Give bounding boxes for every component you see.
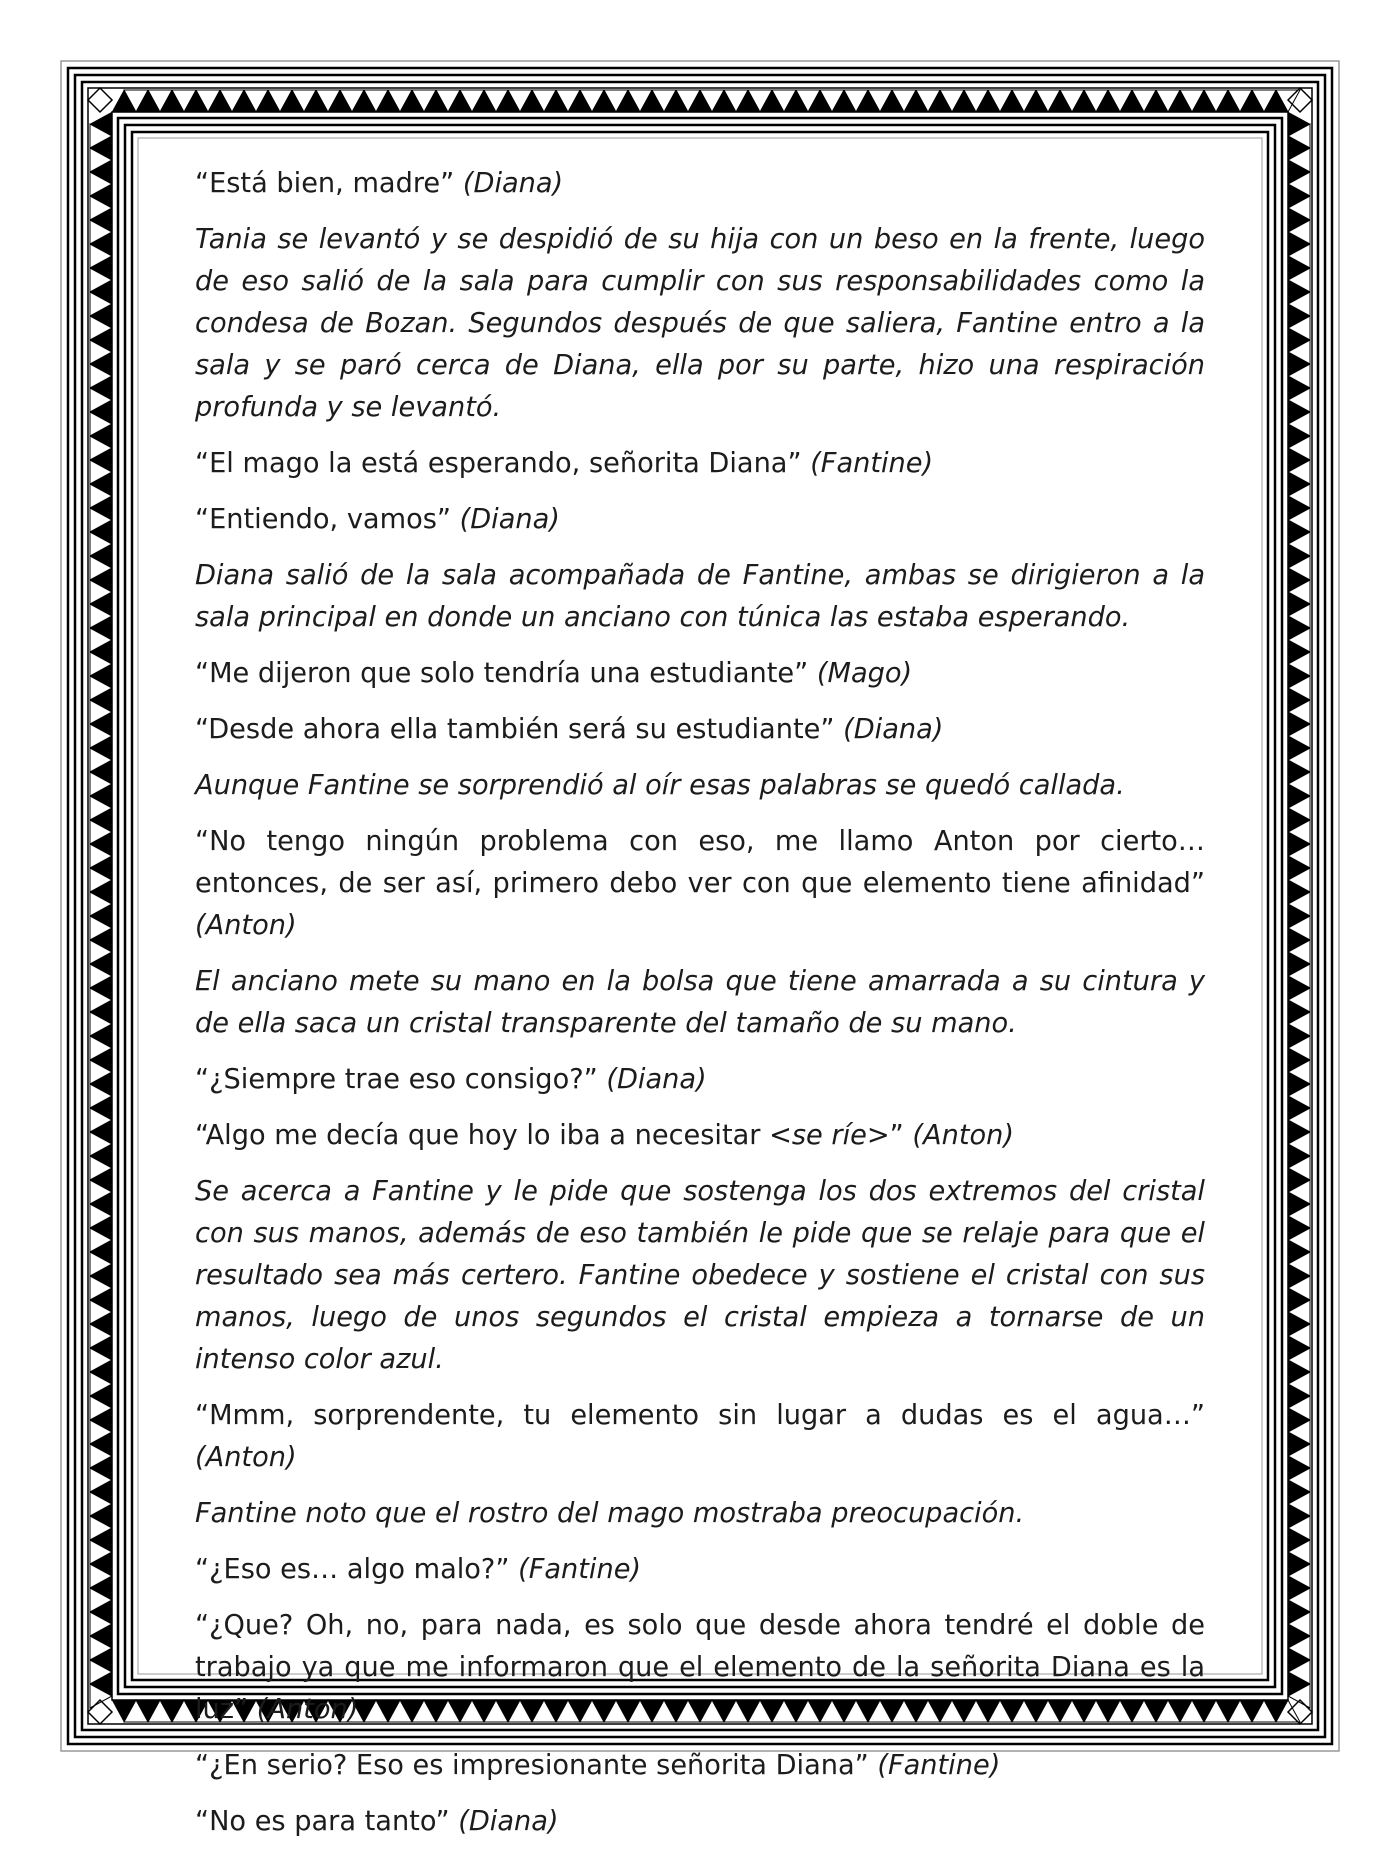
speaker: (Anton) bbox=[195, 1442, 297, 1473]
narration-paragraph: Se acerca a Fantine y le pide que sostenga los dos extremos del cristal con sus manos, además de eso también le pide que se relaje para que el resultado sea más certero. Fantine obedece y sostiene el cristal con sus manos, luego de unos segundos el cristal empieza a tornarse de un intenso color azul. bbox=[195, 1176, 1205, 1375]
quote-start: “Algo me decía que hoy lo iba a necesitar bbox=[195, 1120, 770, 1151]
dialogue-paragraph bbox=[195, 163, 1205, 205]
speaker: (Anton) bbox=[195, 910, 297, 941]
speaker: (Diana) bbox=[606, 1064, 707, 1095]
quote: “Entiendo, vamos” bbox=[195, 504, 451, 535]
speaker: (Diana) bbox=[843, 714, 944, 745]
quote: “Está bien, madre” bbox=[195, 168, 455, 199]
quote: “¿Eso es… algo malo?” bbox=[195, 1554, 510, 1585]
dialogue-paragraph bbox=[195, 443, 1205, 485]
quote-end: ” bbox=[889, 1120, 904, 1151]
quote: “Me dijeron que solo tendría una estudiante” bbox=[195, 658, 809, 689]
speaker: (Fantine) bbox=[518, 1554, 642, 1585]
speaker: (Diana) bbox=[462, 168, 564, 199]
quote: “El mago la está esperando, señorita Diana” bbox=[195, 448, 802, 479]
dialogue-paragraph bbox=[195, 709, 1205, 751]
speaker: (Diana) bbox=[458, 1806, 559, 1837]
quote: “Mmm, sorprendente, tu elemento sin lugar a dudas es el agua…” bbox=[195, 1400, 1205, 1431]
dialogue-paragraph bbox=[195, 1801, 1205, 1843]
narration-paragraph: Fantine noto que el rostro del mago mostraba preocupación. bbox=[195, 1498, 1025, 1529]
quote: “No es para tanto” bbox=[195, 1806, 450, 1837]
narration-paragraph: Aunque Fantine se sorprendió al oír esas palabras se quedó callada. bbox=[195, 770, 1125, 801]
dialogue-paragraph bbox=[195, 821, 1205, 947]
quote: “¿Siempre trae eso consigo?” bbox=[195, 1064, 598, 1095]
stage-direction: <se ríe> bbox=[769, 1120, 890, 1151]
narration-paragraph: Tania se levantó y se despidió de su hija con un beso en la frente, luego de eso salió de la sala para cumplir con sus responsabilidades como la condesa de Bozan. Segundos después de que saliera, Fantine entro a la sala y se paró cerca de Diana, ella por su parte, hizo una respiración profunda y se levantó. bbox=[195, 224, 1205, 423]
quote: “No tengo ningún problema con eso, me llamo Anton por cierto… entonces, de ser así, primero debo ver con que elemento tiene afinidad” bbox=[195, 826, 1205, 899]
dialogue-paragraph bbox=[195, 1115, 1205, 1157]
quote: “Desde ahora ella también será su estudiante” bbox=[195, 714, 835, 745]
narration-paragraph: Diana salió de la sala acompañada de Fantine, ambas se dirigieron a la sala principal en donde un anciano con túnica las estaba esperando. bbox=[195, 560, 1205, 633]
dialogue-paragraph bbox=[195, 653, 1205, 695]
dialogue-paragraph bbox=[195, 1549, 1205, 1591]
dialogue-paragraph bbox=[195, 1395, 1205, 1479]
speaker: (Diana) bbox=[459, 504, 560, 535]
narration-paragraph: El anciano mete su mano en la bolsa que tiene amarrada a su cintura y de ella saca un cristal transparente del tamaño de su mano. bbox=[195, 966, 1205, 1039]
dialogue-paragraph bbox=[195, 499, 1205, 541]
speaker: (Mago) bbox=[816, 658, 913, 689]
speaker: (Anton) bbox=[256, 1694, 359, 1725]
dialogue-paragraph bbox=[195, 1745, 1205, 1787]
dialogue-paragraph bbox=[195, 1605, 1205, 1731]
speaker: (Anton) bbox=[912, 1120, 1014, 1151]
quote: “¿Que? Oh, no, para nada, es solo que desde ahora tendré el doble de trabajo ya que me informaron que el elemento de la señorita Diana es la luz” bbox=[195, 1610, 1205, 1725]
text-body bbox=[195, 163, 1205, 1857]
speaker: (Fantine) bbox=[877, 1750, 1001, 1781]
speaker: (Fantine) bbox=[810, 448, 934, 479]
dialogue-paragraph bbox=[195, 1059, 1205, 1101]
quote: “¿En serio? Eso es impresionante señorita Diana” bbox=[195, 1750, 869, 1781]
